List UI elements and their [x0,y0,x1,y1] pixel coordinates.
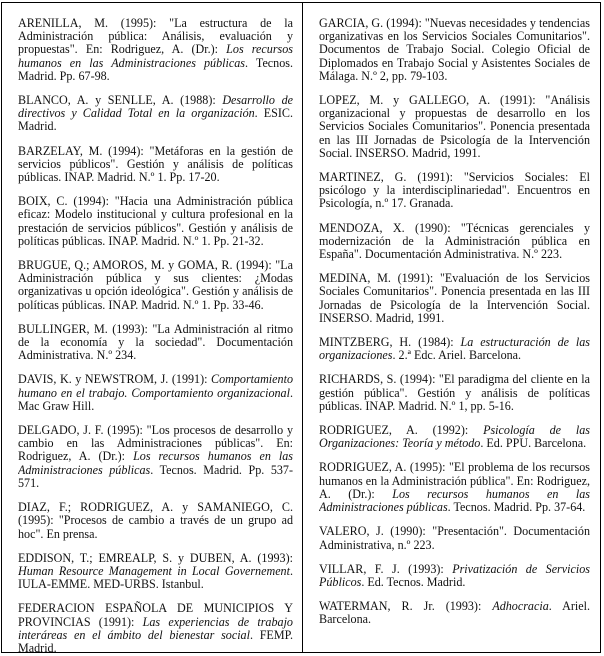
reference-entry: DIAZ, F.; RODRIGUEZ, A. y SAMANIEGO, C. (1995): "Procesos de cambio a través de un grupo ad hoc". En prensa. [18,500,293,541]
column-divider [302,3,303,652]
reference-entry: BOIX, C. (1994): "Hacia una Administración pública eficaz: Modelo institucional y cultura profesional en la prestación de servicios públicos". Gestión y análisis de políticas públicas. INAP. Madrid. N.º 1. Pp. 21-32. [18,194,293,248]
reference-entry: BRUGUE, Q.; AMOROS, M. y GOMA, R. (1994): "La Administración pública y sus clientes: ¿Modas organizativas u opción ideológica". Gestión y análisis de políticas públicas. INAP. Madrid. N.º 1. Pp. 33-46. [18,258,293,312]
reference-entry: GARCIA, G. (1994): "Nuevas necesidades y tendencias organizativas en los Servicios Sociales Comunitarios". Documentos de Trabajo Social. Colegio Oficial de Diplomados en Trabajo Social y Asistentes Sociales de Málaga. N.º 2, pp. 79-103. [319,17,590,83]
reference-entry: MEDINA, M. (1991): "Evaluación de los Servicios Sociales Comunitarios". Ponencia presentada en las III Jornadas de Psicología de la Intervención Social. INSERSO. Madrid, 1991. [319,271,590,325]
reference-entry: DELGADO, J. F. (1995): "Los procesos de desarrollo y cambio en las Administraciones públicas". En: Rodriguez, A. (Dr.): Los recursos humanos en las Administraciones públicas. Tecnos. Madrid. Pp. 537-571. [18,423,293,490]
reference-entry: LOPEZ, M. y GALLEGO, A. (1991): "Análisis organizacional y propuestas de desarrollo en los Servicios Sociales Comunitarios". Ponencia presentada en las III Jornadas de Psicología de la Intervención Social. INSERSO. Madrid, 1991. [319,93,590,160]
reference-entry: ARENILLA, M. (1995): "La estructura de la Administración pública: Análisis, evaluación y propuestas". En: Rodriguez, A. (Dr.): Los recursos humanos en las Administraciones públicas. Tecnos. Madrid. Pp. 67-98. [18,17,293,83]
reference-entry: VILLAR, F. J. (1993): Privatización de Servicios Públicos. Ed. Tecnos. Madrid. [319,561,590,589]
reference-entry: RODRIGUEZ, A. (1995): "El problema de los recursos humanos en la Administración pública". En: Rodriguez, A. (Dr.): Los recursos humanos en las Administraciones públicas. Tecnos. Madrid. Pp. 37-64. [319,460,590,515]
reference-entry: RICHARDS, S. (1994): "El paradigma del cliente en la gestión pública". Gestión y análisis de políticas públicas. INAP. Madrid. N.º 1, pp. 5-16. [319,372,590,413]
reference-entry: BARZELAY, M. (1994): "Metáforas en la gestión de servicios públicos". Gestión y análisis de políticas públicas. INAP. Madrid. N.º 1. Pp. 17-20. [18,143,293,185]
reference-entry: RODRIGUEZ, A. (1992): Psicología de las Organizaciones: Teoría y método. Ed. PPU. Barcelona. [319,423,590,451]
reference-entry: MENDOZA, X. (1990): "Técnicas gerenciales y modernización de la Administración pública en España". Documentación Administrativa. N.º 223. [319,220,590,262]
reference-entry: VALERO, J. (1990): "Presentación". Documentación Administrativa, n.º 223. [319,524,590,552]
reference-entry: BLANCO, A. y SENLLE, A. (1988): Desarrollo de directivos y Calidad Total en la organización. ESIC. Madrid. [18,93,293,134]
reference-entry: MINTZBERG, H. (1984): La estructuración de las organizaciones. 2.ª Edc. Ariel. Barcelona. [319,335,590,363]
right-column [319,17,590,652]
left-column [18,17,293,652]
bibliography-page [1,2,601,653]
reference-entry: EDDISON, T.; EMREALP, S. y DUBEN, A. (1993): Human Resource Management in Local Governement. IULA-EMME. MED-URBS. Istanbul. [18,550,293,592]
reference-entry: FEDERACION ESPAÑOLA DE MUNICIPIOS Y PROVINCIAS (1991): Las experiencias de trabajo interáreas en el ámbito del bienestar social. FEMP. Madrid. [18,601,293,652]
reference-entry: DAVIS, K. y NEWSTROM, J. (1991): Comportamiento humano en el trabajo. Comportamiento organizacional. Mac Graw Hill. [18,372,293,413]
reference-entry: BULLINGER, M. (1993): "La Administración al ritmo de la economía y la sociedad". Documentación Administrativa. N.º 234. [18,321,293,363]
reference-entry: MARTINEZ, G. (1991): "Servicios Sociales: El psicólogo y la interdisciplinariedad". Encuentros en Psicología, n.º 17. Granada. [319,170,590,211]
reference-entry: WATERMAN, R. Jr. (1993): Adhocracia. Ariel. Barcelona. [319,599,590,627]
